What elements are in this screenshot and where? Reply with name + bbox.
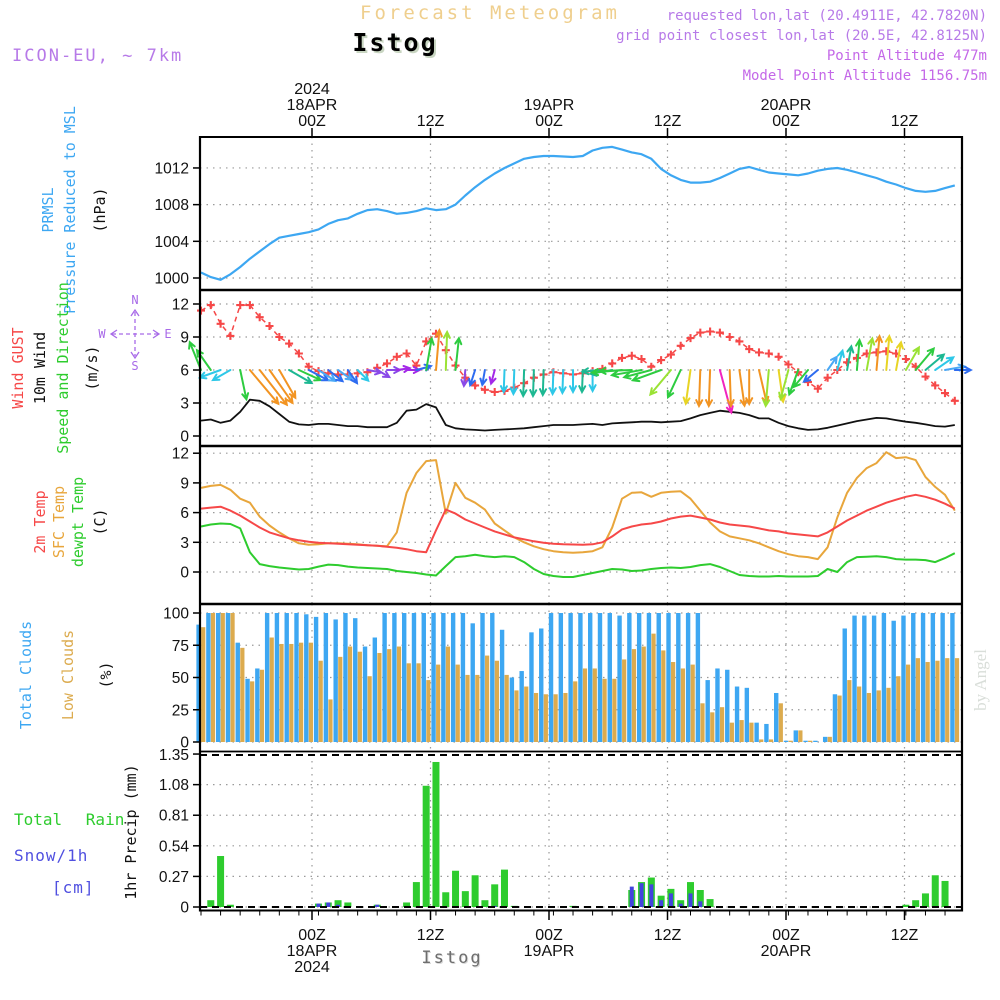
low-cloud-bar [465,675,469,742]
low-cloud-bar [416,663,420,742]
axis-tick-labels [155,81,919,976]
low-cloud-bar [446,647,450,742]
total-cloud-bar [940,613,944,742]
total-cloud-bar [441,613,445,742]
pressure-label-prmsl: PRMSL [39,187,57,233]
total-cloud-bar [705,680,709,742]
axis-ticks [193,128,945,920]
low-cloud-bar [338,657,342,742]
low-cloud-bar [632,649,636,742]
low-cloud-bar [700,703,704,742]
low-cloud-bar [230,613,234,742]
temp-2m-label: 2m Temp [31,490,49,554]
total-cloud-bar [911,613,915,742]
low-cloud-bar [289,644,293,742]
total-cloud-bar [931,613,935,742]
pressure-unit: (hPa) [91,187,109,233]
precip-snow-label: Snow/1h [14,846,89,865]
low-cloud-bar [348,647,352,742]
total-cloud-bar [480,613,484,742]
snow-bar [649,884,653,907]
total-cloud-bar [715,668,719,742]
rain-bar [432,762,439,907]
total-cloud-bar [255,668,259,742]
tick-label: 9 [180,475,189,493]
total-cloud-bar [882,613,886,742]
low-cloud-bar [671,662,675,742]
tick-label: 3 [180,534,189,552]
wind-arrow [746,370,752,404]
total-cloud-bar [568,613,572,742]
low-cloud-bar [642,647,646,742]
total-cloud-bar [627,613,631,742]
wind-arrow [490,370,496,384]
tick-label: 1012 [154,160,189,178]
wind-arrow [696,370,702,406]
rain-bar [423,786,430,907]
time-label-bottom: 00Z [772,927,800,944]
panel-borders [200,136,962,912]
compass-s: S [131,359,139,372]
total-cloud-bar [539,628,543,742]
low-cloud-bar [945,658,949,742]
low-cloud-bar [426,680,430,742]
total-cloud-bar [843,628,847,742]
snow-bar [669,893,673,907]
low-cloud-bar [524,687,528,742]
compass-e: E [164,327,172,341]
time-label-top: 00Z [298,113,326,130]
total-cloud-bar [696,613,700,742]
wind-arrow [550,370,556,394]
tick-label: 75 [171,637,189,655]
rain-bar [932,875,939,907]
low-cloud-bar [563,693,567,742]
low-cloud-bar [789,741,793,742]
time-label-bottom: 00Z [298,927,326,944]
low-cloud-bar [651,634,655,742]
snow-bar [640,883,644,907]
pressure-label-long: Pressure Reduced to MSL [61,106,79,314]
total-cloud-bar [794,730,798,742]
low-cloud-bar [720,707,724,742]
total-cloud-bar [862,616,866,742]
total-cloud-bar [451,613,455,742]
low-cloud-bar [240,648,244,742]
total-cloud-bar [891,621,895,742]
snow-bar [689,893,693,907]
low-cloud-bar [456,665,460,742]
wind-arrow [530,370,536,396]
time-label-bottom: 18APR [286,943,338,960]
low-cloud-bar [916,658,920,742]
low-cloud-bar [926,662,930,742]
total-cloud-bar [412,613,416,742]
requested-lonlat: requested lon,lat (20.4911E, 42.7820N) [666,8,987,24]
total-cloud-bar [647,613,651,742]
low-cloud-bar [485,656,489,742]
time-label-top: 2024 [294,81,330,98]
rain-bar [442,892,449,907]
tick-label: 12 [171,445,189,463]
total-cloud-bar [382,613,386,742]
footer-place-label: Istog [421,948,483,968]
model-label: ICON-EU, ~ 7km [12,46,184,66]
wind-arrow [828,357,837,370]
total-cloud-bar [373,638,377,742]
rain-bar [491,884,498,907]
tick-label: 6 [180,505,189,523]
wind-arrow [570,370,576,392]
tick-label: 100 [163,605,189,623]
time-label-bottom: 12Z [890,927,919,944]
compass-n: N [131,293,139,307]
total-cloud-bar [608,613,612,742]
low-cloud-bar [368,676,372,742]
tick-label: 12 [171,296,189,314]
time-label-top: 00Z [772,113,800,130]
low-cloud-bar [319,661,323,742]
time-label-bottom: 12Z [416,927,445,944]
low-cloud-bar [612,679,616,742]
precip-bars [207,762,948,907]
snow-bar [659,900,663,907]
total-cloud-bar [617,616,621,742]
time-label-bottom: 20APR [760,943,812,960]
clouds-unit: (%) [97,661,115,689]
total-cloud-bar [343,613,347,742]
grid-lines [200,137,962,907]
low-cloud-bar [299,643,303,742]
gust-line [197,301,959,405]
wind-arrow [279,370,295,398]
total-cloud-bar [490,613,494,742]
rain-bar [413,882,420,907]
wind-arrow [728,370,734,406]
total-cloud-bar [823,737,827,742]
total-cloud-bar [285,613,289,742]
point-altitude: Point Altitude 477m [826,48,987,64]
snow-bar [630,887,634,907]
tick-label: 3 [180,395,189,413]
low-cloud-bar [779,703,783,742]
wind-10m-label: 10m Wind [31,331,49,405]
total-cloud-bar [471,623,475,742]
total-cloud-bar [226,613,230,742]
low-cloud-bar [681,668,685,742]
low-cloud-bar [710,712,714,742]
clouds-low-label: Low Clouds [59,629,77,721]
total-cloud-bar [559,613,563,742]
rain-bar [942,881,949,907]
low-cloud-bar [749,723,753,742]
wind-speed-line [201,400,955,431]
time-label-top: 12Z [653,113,682,130]
low-cloud-bar [211,613,215,742]
tick-label: 1008 [154,197,189,215]
tick-label: 9 [180,329,189,347]
total-cloud-bar [578,613,582,742]
low-cloud-bar [602,679,606,742]
tick-label: 0.27 [158,868,189,886]
gust-markers [197,301,959,405]
low-cloud-bar [201,627,205,742]
low-cloud-bar [505,675,509,742]
page-title: Istog [352,28,438,57]
tick-label: 50 [171,670,189,687]
time-label-top: 20APR [760,97,812,114]
total-cloud-bar [245,679,249,742]
total-cloud-bar [745,688,749,742]
rain-bar [452,871,459,907]
rain-bar [912,900,919,907]
total-cloud-bar [735,687,739,742]
low-cloud-bar [935,661,939,742]
tick-label: 1004 [154,233,189,251]
total-cloud-bar [519,671,523,742]
time-label-top: 18APR [286,97,338,114]
wind-arrow [511,370,517,394]
total-cloud-bar [392,613,396,742]
precip-unit: 1hr Precip (mm) [122,764,140,900]
low-cloud-bar [583,668,587,742]
total-cloud-bar [637,613,641,742]
low-cloud-bar [475,675,479,742]
low-cloud-bar [279,644,283,742]
total-cloud-bar [500,630,504,742]
wind-gust-label: Wind GUST [9,327,27,409]
rain-bar [481,900,488,907]
low-cloud-bar [534,693,538,742]
total-cloud-bar [950,613,954,742]
low-cloud-bar [573,681,577,742]
time-label-bottom: 12Z [653,927,682,944]
total-cloud-bar [725,670,729,742]
total-cloud-bar [803,741,807,742]
total-cloud-bar [676,613,680,742]
low-cloud-bar [808,741,812,742]
total-cloud-bar [304,614,308,742]
rain-bar [501,870,508,907]
low-cloud-bar [593,668,597,742]
wind-arrow [739,370,746,406]
low-cloud-bar [436,665,440,742]
time-label-bottom: 2024 [294,959,330,976]
total-cloud-bar [764,724,768,742]
total-cloud-bar [598,613,602,742]
low-cloud-bar [270,638,274,742]
gridpoint-lonlat: grid point closest lon,lat (20.5E, 42.8125N) [616,28,987,44]
total-cloud-bar [774,693,778,742]
low-cloud-bar [221,613,225,742]
tick-label: 6 [180,362,189,380]
low-cloud-bar [837,696,841,742]
low-cloud-bar [955,658,959,742]
rain-bar [217,856,224,907]
compass-w: W [98,327,106,341]
rain-bar [707,899,714,907]
time-label-top: 19APR [523,97,575,114]
tick-label: 1000 [154,270,189,288]
rain-bar [207,900,214,907]
rain-bar [462,891,469,907]
low-cloud-bar [906,665,910,742]
total-cloud-bar [265,613,269,742]
total-cloud-bar [431,613,435,742]
wind-arrow [684,370,691,404]
tick-label: 25 [171,702,189,720]
clouds-total-label: Total Clouds [17,620,35,730]
time-label-top: 00Z [535,113,563,130]
low-cloud-bar [544,694,548,742]
low-cloud-bar [514,690,518,742]
rain-bar [922,893,929,907]
time-label-bottom: 00Z [535,927,563,944]
total-cloud-bar [402,613,406,742]
total-cloud-bar [363,647,367,742]
temp-dewpt-label: dewpt Temp [69,476,87,568]
tick-label: 1.08 [158,777,189,795]
low-cloud-bar [328,699,332,742]
wind-arrow [289,370,312,383]
wind-unit: (m/s) [83,345,101,391]
total-cloud-bar [324,613,328,742]
precip-cm-label: [cm] [52,878,95,897]
snow-bar [316,904,320,907]
total-cloud-bar [275,613,279,742]
low-cloud-bar [260,670,264,742]
wind-arrow [926,355,944,370]
low-cloud-bar [769,739,773,742]
author-watermark: by Angel [971,649,990,711]
tick-label: 0.54 [158,838,189,856]
wind-arrow [847,346,853,370]
page-brand: Forecast Meteogram [360,2,620,24]
rain-bar [472,875,479,907]
low-cloud-bar [877,690,881,742]
wind-dir-label: Speed and Direction [54,282,72,454]
time-label-top: 12Z [416,113,445,130]
total-cloud-bar [657,613,661,742]
total-cloud-bar [294,613,298,742]
total-cloud-bar [549,613,553,742]
low-cloud-bar [309,643,313,742]
low-cloud-bar [495,661,499,742]
low-cloud-bar [847,680,851,742]
low-cloud-bar [407,663,411,742]
total-cloud-bar [666,613,670,742]
low-cloud-bar [867,693,871,742]
low-cloud-bar [622,659,626,742]
total-cloud-bar [852,616,856,742]
total-cloud-bar [333,619,337,742]
wind-direction-arrows [189,330,971,412]
tick-label: 0 [180,734,189,752]
low-cloud-bar [857,687,861,742]
tick-label: 0 [180,899,189,917]
wind-arrow [480,370,486,385]
total-cloud-bar [784,741,788,742]
low-cloud-bar [730,723,734,742]
total-cloud-bar [353,618,357,742]
tick-label: 0.81 [158,807,189,825]
low-cloud-bar [828,737,832,742]
low-cloud-bar [554,694,558,742]
total-cloud-bar [921,613,925,742]
total-cloud-bar [206,613,210,742]
low-cloud-bar [358,652,362,742]
temp-unit: (C) [91,508,109,536]
pressure-line [201,147,955,280]
total-cloud-bar [686,613,690,742]
total-cloud-bar [510,678,514,743]
snow-bar [375,905,379,907]
total-cloud-bar [872,616,876,742]
low-cloud-bar [759,739,763,742]
low-cloud-bar [387,649,391,742]
low-cloud-bar [740,720,744,742]
total-cloud-bar [901,616,905,742]
low-cloud-bar [798,730,802,742]
total-cloud-bar [422,613,426,742]
tick-label: 0 [180,428,189,446]
low-cloud-bar [886,688,890,742]
low-cloud-bar [691,665,695,742]
low-cloud-bar [397,647,401,742]
time-label-bottom: 19APR [523,943,575,960]
tick-label: 1.35 [158,747,189,765]
total-cloud-bar [833,694,837,742]
wind-arrow [501,370,507,392]
total-cloud-bar [754,723,758,742]
dewpt-line [201,524,955,578]
total-cloud-bar [813,741,817,742]
total-cloud-bar [461,613,465,742]
wind-arrow [668,370,681,397]
low-cloud-bar [896,676,900,742]
low-cloud-bar [661,650,665,742]
total-cloud-bar [529,632,533,742]
model-point-altitude: Model Point Altitude 1156.75m [742,68,987,84]
wind-arrow [240,370,248,399]
total-cloud-bar [314,617,318,742]
temp-sfc-label: SFC Temp [50,485,68,559]
total-cloud-bar [236,643,240,742]
wind-arrow [706,370,712,406]
time-label-top: 12Z [890,113,919,130]
low-cloud-bar [377,653,381,742]
low-cloud-bar [250,681,254,742]
tick-label: 0 [180,564,189,582]
total-cloud-bar [216,613,220,742]
precip-rain-label: Total Rain [14,810,125,829]
total-cloud-bar [588,613,592,742]
